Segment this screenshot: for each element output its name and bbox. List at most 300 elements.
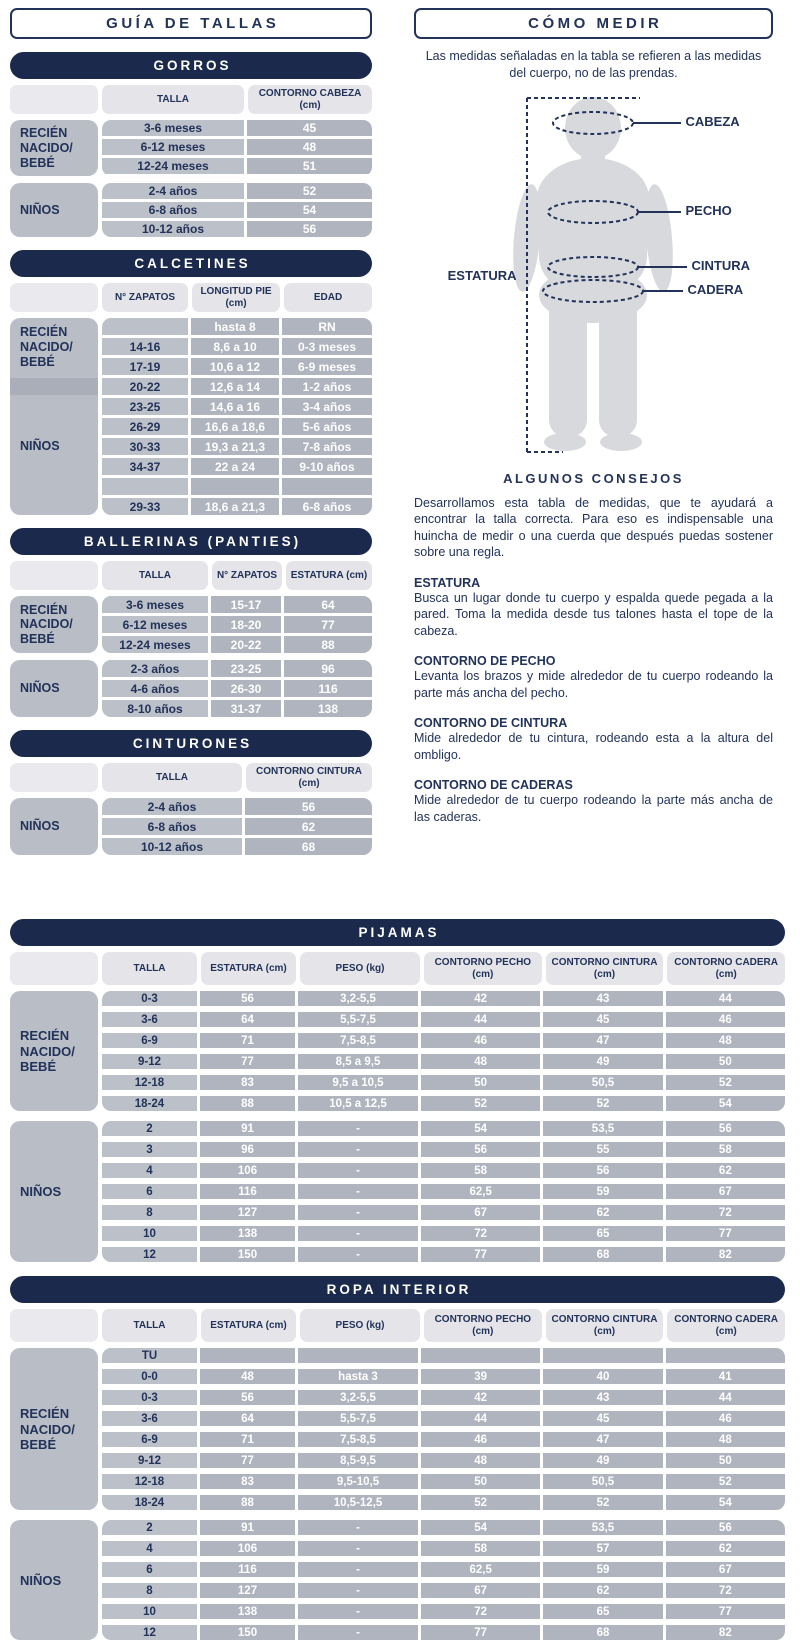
gorros-group-label: NIÑOS [10, 183, 98, 237]
table-cell: 54 [247, 202, 372, 218]
table-cell: 77 [421, 1625, 540, 1640]
table-row [102, 798, 372, 815]
table-cell: 10,6 a 12 [191, 358, 279, 375]
table-cell [543, 1348, 662, 1363]
pijamas-group-label: RECIÉN NACIDO/ BEBÉ [10, 991, 98, 1111]
table-row [102, 478, 372, 495]
table-cell [421, 1348, 540, 1363]
table-cell: 52 [543, 1495, 662, 1510]
pijamas-banner: PIJAMAS [10, 919, 785, 946]
table-cell: - [298, 1184, 418, 1199]
table-cell: 12-18 [102, 1075, 197, 1090]
table-cell [298, 1348, 418, 1363]
estatura-label: ESTATURA [447, 267, 517, 283]
table-row [102, 660, 372, 677]
table-cell: 6-8 años [102, 818, 242, 835]
tip-heading: ESTATURA [414, 575, 481, 590]
ropa_interior-group-label: RECIÉN NACIDO/ BEBÉ [10, 1348, 98, 1510]
table-row [102, 318, 372, 335]
table-row [102, 1625, 785, 1640]
table-cell: 72 [421, 1604, 540, 1619]
table-cell: 48 [200, 1369, 295, 1384]
table-cell: 18-24 [102, 1096, 197, 1111]
table-cell: 44 [421, 1012, 540, 1027]
gorros-corner-cell [10, 85, 98, 114]
table-cell: 96 [284, 660, 372, 677]
table-row [102, 1075, 785, 1090]
table-cell: 8,6 a 10 [191, 338, 279, 355]
table-cell: 58 [421, 1163, 540, 1178]
table-cell: 72 [666, 1583, 785, 1598]
table-cell: 53,5 [543, 1520, 662, 1535]
tip-estatura [414, 576, 773, 640]
table-cell: 64 [200, 1411, 295, 1426]
table-cell: 62 [245, 818, 372, 835]
ropa_interior-row-group [10, 1348, 785, 1510]
table-cell: 3-4 años [282, 398, 372, 415]
table-cell: 8,5-9,5 [298, 1453, 418, 1468]
tip-heading: CONTORNO DE CADERAS [414, 778, 573, 793]
table-cell: 56 [200, 1390, 295, 1405]
tip-contorno-pecho [414, 654, 773, 701]
calcetines-group-label [10, 318, 98, 515]
gorros-banner: GORROS [10, 52, 372, 79]
table-cell: - [298, 1625, 418, 1640]
tip-contorno-cintura [414, 716, 773, 763]
table-cell: 12 [102, 1625, 197, 1640]
table-cell: 12 [102, 1247, 197, 1262]
ropa_interior-rows [102, 1520, 785, 1640]
table-row [102, 596, 372, 613]
table-cell: 3-6 meses [102, 596, 208, 613]
table-cell: 54 [421, 1121, 540, 1136]
table-row [102, 1474, 785, 1489]
table-row [102, 700, 372, 717]
table-cell: 34-37 [102, 458, 188, 475]
table-cell: 2-3 años [102, 660, 208, 677]
table-cell: 12-24 meses [102, 158, 244, 174]
table-cell: 68 [543, 1625, 662, 1640]
table-cell: 64 [284, 596, 372, 613]
table-cell: 8-10 años [102, 700, 208, 717]
table-cell: 67 [421, 1205, 540, 1220]
table-ballerinas [10, 528, 372, 717]
table-cell: 0-0 [102, 1369, 197, 1384]
table-cell: 67 [421, 1583, 540, 1598]
gorros-header-row [10, 85, 372, 114]
table-cell: 10,5-12,5 [298, 1495, 418, 1510]
calcetines-header-row [10, 283, 372, 312]
cinturones-headers [102, 763, 372, 792]
table-cell: 45 [247, 120, 372, 136]
table-cell: 23-25 [211, 660, 281, 677]
table-cell: 5,5-7,5 [298, 1411, 418, 1426]
table-cell: 58 [666, 1142, 785, 1157]
table-row [102, 120, 372, 136]
table-cell: 44 [666, 1390, 785, 1405]
table-cell: 51 [247, 158, 372, 174]
table-cell: 59 [543, 1184, 662, 1199]
measure-intro-text: Las medidas señaladas en la tabla se refieren a las medidas del cuerpo, no de las prendas. [425, 49, 762, 80]
table-row [102, 636, 372, 653]
ropa_interior-column-header: TALLA [102, 1309, 197, 1342]
table-row [102, 1562, 785, 1577]
pijamas-headers [102, 952, 785, 985]
table-row [102, 616, 372, 633]
table-row [102, 1142, 785, 1157]
table-cell: 71 [200, 1432, 295, 1447]
table-cell: 150 [200, 1625, 295, 1640]
calcetines-banner: CALCETINES [10, 250, 372, 277]
pijamas-column-header: CONTORNO CINTURA (cm) [546, 952, 664, 985]
table-cell: 9,5 a 10,5 [298, 1075, 418, 1090]
table-cell: hasta 3 [298, 1369, 418, 1384]
pecho-label: PECHO [685, 202, 732, 218]
ballerinas-group-label: NIÑOS [10, 660, 98, 717]
cabeza-label: CABEZA [685, 113, 740, 129]
table-row [102, 1348, 785, 1363]
table-cell: 29-33 [102, 498, 188, 515]
table-cell: 44 [666, 991, 785, 1006]
table-cell: 6-12 meses [102, 616, 208, 633]
tip-heading: CONTORNO DE CINTURA [414, 716, 568, 731]
table-cell: 4 [102, 1541, 197, 1556]
ballerinas-column-header: TALLA [102, 561, 208, 590]
table-cell: 138 [200, 1226, 295, 1241]
table-cell: 0-3 meses [282, 338, 372, 355]
size-guide-page [10, 8, 785, 1640]
table-cell: 7,5-8,5 [298, 1033, 418, 1048]
table-cell: 52 [543, 1096, 662, 1111]
table-cell: 42 [421, 991, 540, 1006]
table-cell: 2 [102, 1520, 197, 1535]
size-guide-title: GUÍA DE TALLAS [10, 8, 372, 39]
table-cell: - [298, 1247, 418, 1262]
table-cell: 2-4 años [102, 798, 242, 815]
table-cell: 3-6 [102, 1411, 197, 1426]
table-cell: 18-20 [211, 616, 281, 633]
table-cell: 71 [200, 1033, 295, 1048]
ballerinas-column-header: ESTATURA (cm) [286, 561, 372, 590]
table-cell: 10-12 años [102, 221, 244, 237]
pijamas-column-header: CONTORNO CADERA (cm) [667, 952, 785, 985]
tips-title: ALGUNOS CONSEJOS [503, 470, 684, 486]
table-row [102, 378, 372, 395]
table-row [102, 680, 372, 697]
table-cell: 116 [200, 1562, 295, 1577]
pijamas-rows [102, 1121, 785, 1262]
table-row [102, 1453, 785, 1468]
table-cell: 9-10 años [282, 458, 372, 475]
table-cell: 7,5-8,5 [298, 1432, 418, 1447]
table-cell: 67 [666, 1562, 785, 1577]
table-row [102, 1583, 785, 1598]
tip-text: Mide alrededor de tu cintura, rodeando esta a la altura del ombligo. [414, 731, 773, 762]
tip-text: Levanta los brazos y mide alrededor de tu cuerpo rodeando la parte más ancha del pecho. [414, 669, 773, 700]
table-row [102, 139, 372, 155]
table-cell: 8 [102, 1205, 197, 1220]
table-cell: 10-12 años [102, 838, 242, 855]
table-cell: 62 [543, 1205, 662, 1220]
table-cell: 41 [666, 1369, 785, 1384]
ballerinas-corner-cell [10, 561, 98, 590]
table-cell: 48 [666, 1432, 785, 1447]
table-cell: 4-6 años [102, 680, 208, 697]
table-cell: 6-9 meses [282, 358, 372, 375]
table-cell: 62 [543, 1583, 662, 1598]
table-cell: - [298, 1142, 418, 1157]
table-cell: 6 [102, 1184, 197, 1199]
table-cell: 52 [421, 1495, 540, 1510]
table-cell: 62 [666, 1541, 785, 1556]
table-cell: 1-2 años [282, 378, 372, 395]
group-divider-band [10, 378, 98, 395]
table-cell: 48 [421, 1453, 540, 1468]
table-cell: 0-3 [102, 991, 197, 1006]
table-cell: 116 [200, 1184, 295, 1199]
table-cell: 82 [666, 1625, 785, 1640]
ropa_interior-header-row [10, 1309, 785, 1342]
table-cell: 116 [284, 680, 372, 697]
table-cell: 46 [666, 1012, 785, 1027]
child-silhouette [509, 97, 676, 451]
table-cell: 91 [200, 1121, 295, 1136]
cintura-label: CINTURA [691, 257, 750, 273]
group-label-text: RECIÉN NACIDO/ BEBÉ [20, 325, 73, 369]
table-cell: TU [102, 1348, 197, 1363]
tip-text: Busca un lugar donde tu cuerpo y espalda quede pegada a la pared. Toma la medida desde tus talones hasta el tope de la cabeza. [414, 590, 773, 638]
tip-text: Mide alrededor de tu cuerpo rodeando la parte más ancha de las caderas. [414, 793, 773, 824]
table-cell: 9-12 [102, 1054, 197, 1069]
size-guide-column [10, 8, 372, 855]
ballerinas-rows [102, 660, 372, 717]
table-cell: 52 [666, 1075, 785, 1090]
ballerinas-headers [102, 561, 372, 590]
gorros-rows [102, 183, 372, 237]
cinturones-banner: CINTURONES [10, 730, 372, 757]
table-cell: 50,5 [543, 1075, 662, 1090]
table-cell [102, 478, 188, 495]
table-cell: 20-22 [102, 378, 188, 395]
table-row [102, 1604, 785, 1619]
table-cell: 56 [200, 991, 295, 1006]
pijamas-column-header: ESTATURA (cm) [201, 952, 296, 985]
table-cell: 6-8 años [282, 498, 372, 515]
table-cell: 18-24 [102, 1495, 197, 1510]
table-cell: 44 [421, 1411, 540, 1426]
table-pijamas [10, 919, 785, 1262]
table-row [102, 221, 372, 237]
table-cell: 83 [200, 1474, 295, 1489]
table-row [102, 498, 372, 515]
table-cell: 49 [543, 1054, 662, 1069]
table-cell: 8,5 a 9,5 [298, 1054, 418, 1069]
table-cell: 2-4 años [102, 183, 244, 199]
table-cell [191, 478, 279, 495]
gorros-group-label: RECIÉN NACIDO/ BEBÉ [10, 120, 98, 176]
table-row [102, 458, 372, 475]
table-cell: 5-6 años [282, 418, 372, 435]
table-cell: 9,5-10,5 [298, 1474, 418, 1489]
table-cell: 56 [543, 1163, 662, 1178]
table-cell: 20-22 [211, 636, 281, 653]
table-cell: 43 [543, 1390, 662, 1405]
table-cell: 83 [200, 1075, 295, 1090]
ballerinas-row-group [10, 596, 372, 653]
table-cell: 6-12 meses [102, 139, 244, 155]
ballerinas-column-header: N° ZAPATOS [212, 561, 282, 590]
ropa_interior-column-header: CONTORNO CINTURA (cm) [546, 1309, 664, 1342]
table-cell: 6-8 años [102, 202, 244, 218]
table-cell: 53,5 [543, 1121, 662, 1136]
table-row [102, 1226, 785, 1241]
table-row [102, 1012, 785, 1027]
cinturones-row-group [10, 798, 372, 855]
ballerinas-banner: BALLERINAS (PANTIES) [10, 528, 372, 555]
calcetines-headers [102, 283, 372, 312]
ropa_interior-column-header: ESTATURA (cm) [201, 1309, 296, 1342]
table-calcetines [10, 250, 372, 515]
table-cinturones [10, 730, 372, 855]
table-cell: 7-8 años [282, 438, 372, 455]
pijamas-group-label: NIÑOS [10, 1121, 98, 1262]
table-cell: 40 [543, 1369, 662, 1384]
table-cell: 138 [200, 1604, 295, 1619]
ropa_interior-column-header: CONTORNO CADERA (cm) [667, 1309, 785, 1342]
gorros-row-group [10, 183, 372, 237]
table-cell: 47 [543, 1432, 662, 1447]
table-row [102, 1121, 785, 1136]
table-cell: hasta 8 [191, 318, 279, 335]
table-cell: 48 [666, 1033, 785, 1048]
calcetines-corner-cell [10, 283, 98, 312]
table-cell: 77 [421, 1247, 540, 1262]
table-cell: 6 [102, 1562, 197, 1577]
calcetines-column-header: N° ZAPATOS [102, 283, 188, 312]
calcetines-row-group [10, 318, 372, 515]
pijamas-column-header: PESO (kg) [300, 952, 420, 985]
table-cell: 48 [421, 1054, 540, 1069]
table-gorros [10, 52, 372, 237]
table-cell: 52 [247, 183, 372, 199]
table-cell: RN [282, 318, 372, 335]
table-row [102, 1390, 785, 1405]
table-cell: 6-9 [102, 1033, 197, 1048]
pijamas-corner-cell [10, 952, 98, 985]
table-row [102, 1184, 785, 1199]
cinturones-column-header: CONTORNO CINTURA (cm) [246, 763, 372, 792]
table-cell: 43 [543, 991, 662, 1006]
table-cell: 96 [200, 1142, 295, 1157]
table-cell: 4 [102, 1163, 197, 1178]
pijamas-row-group [10, 991, 785, 1111]
table-cell: 50 [666, 1453, 785, 1468]
ropa_interior-row-group [10, 1520, 785, 1640]
ropa_interior-column-header: PESO (kg) [300, 1309, 420, 1342]
table-cell: 56 [247, 221, 372, 237]
table-cell: 127 [200, 1205, 295, 1220]
table-cell: 150 [200, 1247, 295, 1262]
table-cell: 68 [543, 1247, 662, 1262]
table-cell: 14-16 [102, 338, 188, 355]
bottom-tables [10, 919, 785, 1640]
table-cell: - [298, 1520, 418, 1535]
table-cell: 56 [245, 798, 372, 815]
table-cell: 62,5 [421, 1562, 540, 1577]
table-cell: 82 [666, 1247, 785, 1262]
table-cell: 30-33 [102, 438, 188, 455]
table-cell: 54 [421, 1520, 540, 1535]
ballerinas-rows [102, 596, 372, 653]
table-cell: 26-30 [211, 680, 281, 697]
table-cell: 50,5 [543, 1474, 662, 1489]
ballerinas-group-label: RECIÉN NACIDO/ BEBÉ [10, 596, 98, 653]
table-cell: 77 [666, 1604, 785, 1619]
table-cell: - [298, 1583, 418, 1598]
table-cell [200, 1348, 295, 1363]
table-cell: 42 [421, 1390, 540, 1405]
table-row [102, 338, 372, 355]
cinturones-header-row [10, 763, 372, 792]
table-cell: 12,6 a 14 [191, 378, 279, 395]
calcetines-column-header: LONGITUD PIE (cm) [192, 283, 280, 312]
table-cell: 15-17 [211, 596, 281, 613]
table-cell: - [298, 1562, 418, 1577]
table-row [102, 358, 372, 375]
table-cell: 3-6 meses [102, 120, 244, 136]
table-cell: 138 [284, 700, 372, 717]
cinturones-column-header: TALLA [102, 763, 242, 792]
table-cell: 127 [200, 1583, 295, 1598]
table-cell: - [298, 1604, 418, 1619]
table-row [102, 1247, 785, 1262]
table-cell: 68 [245, 838, 372, 855]
table-cell: 72 [666, 1205, 785, 1220]
table-cell: 55 [543, 1142, 662, 1157]
table-cell: 46 [666, 1411, 785, 1426]
table-row [102, 398, 372, 415]
pijamas-column-header: TALLA [102, 952, 197, 985]
table-cell: 17-19 [102, 358, 188, 375]
table-cell: 3,2-5,5 [298, 1390, 418, 1405]
table-cell: 88 [284, 636, 372, 653]
ballerinas-header-row [10, 561, 372, 590]
table-cell: 56 [421, 1142, 540, 1157]
table-cell [282, 478, 372, 495]
table-cell: 77 [666, 1226, 785, 1241]
table-cell: - [298, 1205, 418, 1220]
table-cell [666, 1348, 785, 1363]
table-cell: 2 [102, 1121, 197, 1136]
table-cell: 45 [543, 1411, 662, 1426]
tips-intro-text: Desarrollamos esta tabla de medidas, que te ayudará a encontrar la talla correcta. Para eso es indispensable una huincha de medir o una cuerda que después puedas sostener sobre una regla. [414, 495, 773, 560]
table-row [102, 1205, 785, 1220]
table-cell: 52 [666, 1474, 785, 1489]
cadera-label: CADERA [687, 281, 744, 297]
table-row [102, 438, 372, 455]
table-cell: 23-25 [102, 398, 188, 415]
table-cell: 54 [666, 1096, 785, 1111]
table-cell: 52 [421, 1096, 540, 1111]
table-cell: 62 [666, 1163, 785, 1178]
table-cell: 0-3 [102, 1390, 197, 1405]
table-cell: - [298, 1121, 418, 1136]
table-cell: 77 [284, 616, 372, 633]
table-cell: 9-12 [102, 1453, 197, 1468]
table-cell: 56 [666, 1520, 785, 1535]
table-cell: 88 [200, 1495, 295, 1510]
table-cell: 5,5-7,5 [298, 1012, 418, 1027]
